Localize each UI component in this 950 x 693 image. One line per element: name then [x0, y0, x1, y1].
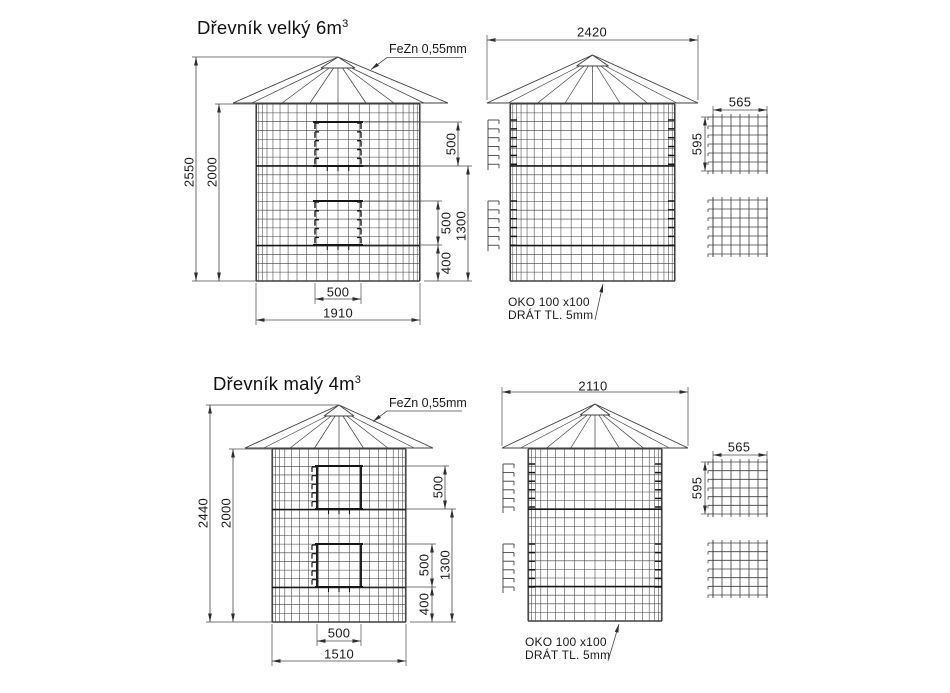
- mesh-note-line1-velky: OKO 100 x100: [508, 295, 590, 309]
- dim-body-width-velky: 1910: [322, 305, 354, 321]
- dim-upper-opening-height-velky: 500: [443, 132, 459, 156]
- roof-material-label-velky: FeZn 0,55mm: [389, 42, 467, 56]
- dim-lower-zone-height-velky: 1300: [453, 210, 469, 242]
- dim-panel-height-velky: 595: [689, 132, 705, 156]
- dim-upper-opening-height-maly: 500: [430, 475, 446, 499]
- dim-panel-height-maly: 595: [689, 476, 705, 500]
- title-superscript: 3: [354, 373, 362, 386]
- dim-lower-opening-height-velky: 500: [438, 211, 454, 235]
- dim-overall-height-velky: 2550: [181, 156, 197, 188]
- mesh-note-line2-maly: DRÁT TL. 5mm: [525, 648, 611, 662]
- dim-roof-width-velky: 2420: [576, 24, 608, 40]
- shed-velky: [192, 35, 768, 325]
- dim-lower-opening-height-maly: 500: [416, 553, 432, 577]
- shed-maly: [206, 387, 768, 666]
- dim-mesh-height-velky: 2000: [204, 156, 220, 188]
- dim-bottom-offset-maly: 400: [416, 592, 432, 616]
- dim-overall-height-maly: 2440: [195, 497, 211, 529]
- mesh-note-line2-velky: DRÁT TL. 5mm: [508, 308, 594, 322]
- dim-mesh-height-maly: 2000: [218, 497, 234, 529]
- title-text: Dřevník malý 4m: [213, 373, 355, 394]
- dim-opening-width-velky: 500: [326, 284, 350, 300]
- dim-panel-width-velky: 565: [728, 94, 752, 110]
- title-superscript: 3: [342, 17, 349, 30]
- dim-roof-width-maly: 2110: [578, 378, 608, 394]
- dim-lower-zone-height-maly: 1300: [437, 549, 453, 581]
- roof-material-label-maly: FeZn 0,55mm: [389, 396, 467, 410]
- drawing-title-maly: [213, 373, 361, 395]
- dim-panel-width-maly: 565: [727, 439, 751, 455]
- mesh-note-line1-maly: OKO 100 x100: [525, 635, 607, 649]
- dim-bottom-offset-velky: 400: [438, 251, 454, 275]
- drawing-title-velky: [197, 17, 348, 39]
- dim-body-width-maly: 1510: [323, 646, 355, 662]
- dim-opening-width-maly: 500: [327, 625, 351, 641]
- title-text: Dřevník velký 6m: [197, 17, 343, 38]
